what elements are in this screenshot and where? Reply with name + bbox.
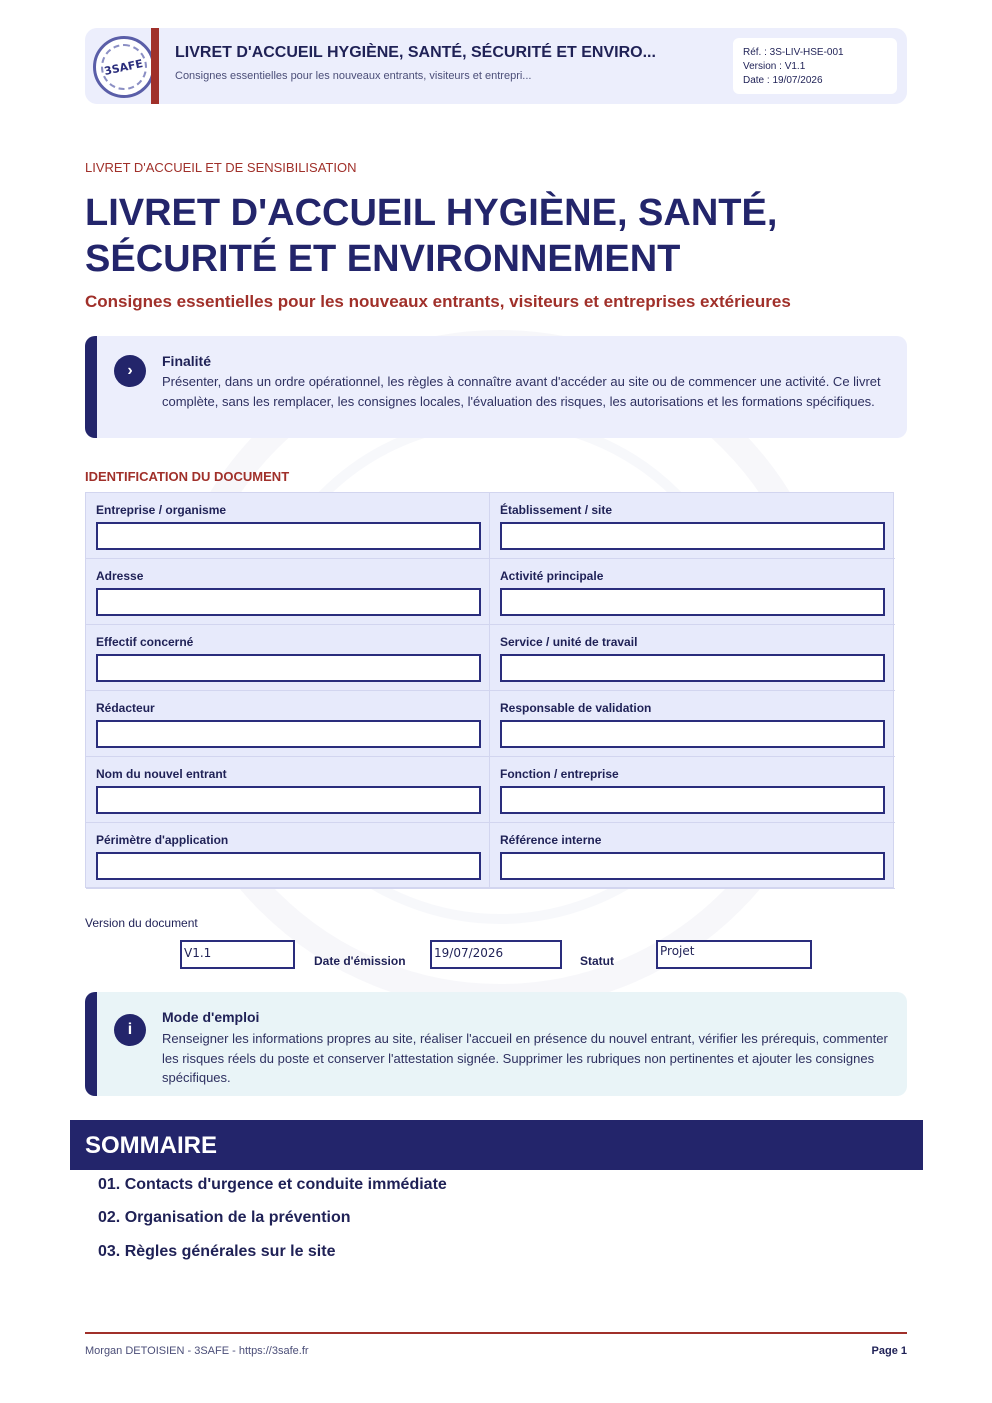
version-row-label: Version du document [85, 916, 198, 930]
field-label: Effectif concerné [96, 635, 194, 649]
status-field[interactable]: Projet [656, 940, 812, 969]
newcomer-name-input[interactable] [96, 786, 481, 814]
scope-input[interactable] [96, 852, 481, 880]
field-label: Référence interne [500, 833, 602, 847]
usage-title: Mode d'emploi [162, 1009, 260, 1025]
field-cell [490, 625, 895, 691]
identification-grid [85, 492, 894, 888]
toc-item[interactable] [98, 1243, 335, 1261]
field-cell [490, 757, 895, 823]
field-label: Adresse [96, 569, 144, 583]
company-logo [93, 36, 155, 98]
page-number: Page 1 [871, 1345, 907, 1357]
headcount-input[interactable] [96, 654, 481, 682]
field-cell [86, 559, 490, 625]
field-cell [86, 625, 490, 691]
document-date: Date : 19/07/2026 [743, 75, 823, 86]
job-company-input[interactable] [500, 786, 885, 814]
toc-item[interactable] [98, 1176, 447, 1194]
issue-date-field[interactable]: 19/07/2026 [430, 940, 562, 969]
field-label: Responsable de validation [500, 701, 652, 715]
field-label: Rédacteur [96, 701, 155, 715]
field-label: Nom du nouvel entrant [96, 767, 227, 781]
field-label: Activité principale [500, 569, 604, 583]
address-input[interactable] [96, 588, 481, 616]
purpose-callout [85, 336, 907, 438]
header-accent-bar [151, 28, 159, 104]
field-label: Service / unité de travail [500, 635, 638, 649]
footer-author: Morgan DETOISIEN - 3SAFE - https://3safe.fr [85, 1345, 309, 1357]
company-input[interactable] [96, 522, 481, 550]
usage-text: Renseigner les informations propres au site, réaliser l'accueil en présence du nouvel entrant, vérifier les prérequis, commenter les risques réels du poste et conserver l'attestation signée. Supprimer les rubriques non pertinentes et ajouter les consignes spécifiques. [162, 1031, 888, 1085]
field-label: Fonction / entreprise [500, 767, 619, 781]
usage-callout [85, 992, 907, 1096]
field-cell [490, 823, 895, 889]
header-title: LIVRET D'ACCUEIL HYGIÈNE, SANTÉ, SÉCURITÉ ET ENVIRO... [175, 44, 656, 61]
chevron-right-icon: › [114, 355, 146, 387]
field-cell [490, 493, 895, 559]
toc-heading: SOMMAIRE [70, 1120, 923, 1170]
identification-heading: IDENTIFICATION DU DOCUMENT [85, 469, 290, 484]
info-icon: i [114, 1014, 146, 1046]
status-label: Statut [580, 954, 614, 968]
field-cell [490, 691, 895, 757]
field-cell [86, 691, 490, 757]
toc-item-number: 01. [98, 1176, 121, 1193]
document-meta-box [733, 38, 897, 94]
toc-item-label: Organisation de la prévention [124, 1209, 351, 1226]
eyebrow-label: LIVRET D'ACCUEIL ET DE SENSIBILISATION [85, 160, 357, 175]
validator-input[interactable] [500, 720, 885, 748]
toc-item-number: 03. [98, 1243, 121, 1260]
work-unit-input[interactable] [500, 654, 885, 682]
version-field[interactable]: V1.1 [180, 940, 295, 969]
callout-accent-bar [85, 992, 97, 1096]
logo-text: 3SAFE [103, 56, 145, 78]
toc-item[interactable] [98, 1209, 351, 1227]
field-label: Établissement / site [500, 503, 613, 517]
site-input[interactable] [500, 522, 885, 550]
field-cell [86, 493, 490, 559]
field-cell [86, 757, 490, 823]
footer-divider [85, 1332, 907, 1334]
document-reference: Réf. : 3S-LIV-HSE-001 [743, 47, 844, 58]
field-label: Périmètre d'application [96, 833, 229, 847]
page-subtitle: Consignes essentielles pour les nouveaux entrants, visiteurs et entreprises extérieures [85, 292, 791, 311]
internal-reference-input[interactable] [500, 852, 885, 880]
page-title: LIVRET D'ACCUEIL HYGIÈNE, SANTÉ, SÉCURITÉ ET ENVIRONNEMENT [85, 192, 778, 280]
main-activity-input[interactable] [500, 588, 885, 616]
document-header [85, 28, 907, 104]
toc-item-label: Contacts d'urgence et conduite immédiate [124, 1176, 447, 1193]
field-cell [86, 823, 490, 889]
issue-date-label: Date d'émission [314, 954, 406, 968]
toc-item-number: 02. [98, 1209, 121, 1226]
callout-accent-bar [85, 336, 97, 438]
field-cell [490, 559, 895, 625]
purpose-text: Présenter, dans un ordre opérationnel, les règles à connaître avant d'accéder au site ou de commencer une activité. Ce livret complète, sans les remplacer, les consignes locales, l'évaluation des risques, les autorisations et les formations spécifiques. [162, 374, 881, 409]
author-input[interactable] [96, 720, 481, 748]
field-label: Entreprise / organisme [96, 503, 227, 517]
document-version: Version : V1.1 [743, 61, 806, 72]
header-subtitle: Consignes essentielles pour les nouveaux entrants, visiteurs et entrepri... [175, 70, 532, 82]
purpose-title: Finalité [162, 353, 212, 369]
toc-item-label: Règles générales sur le site [124, 1243, 336, 1260]
